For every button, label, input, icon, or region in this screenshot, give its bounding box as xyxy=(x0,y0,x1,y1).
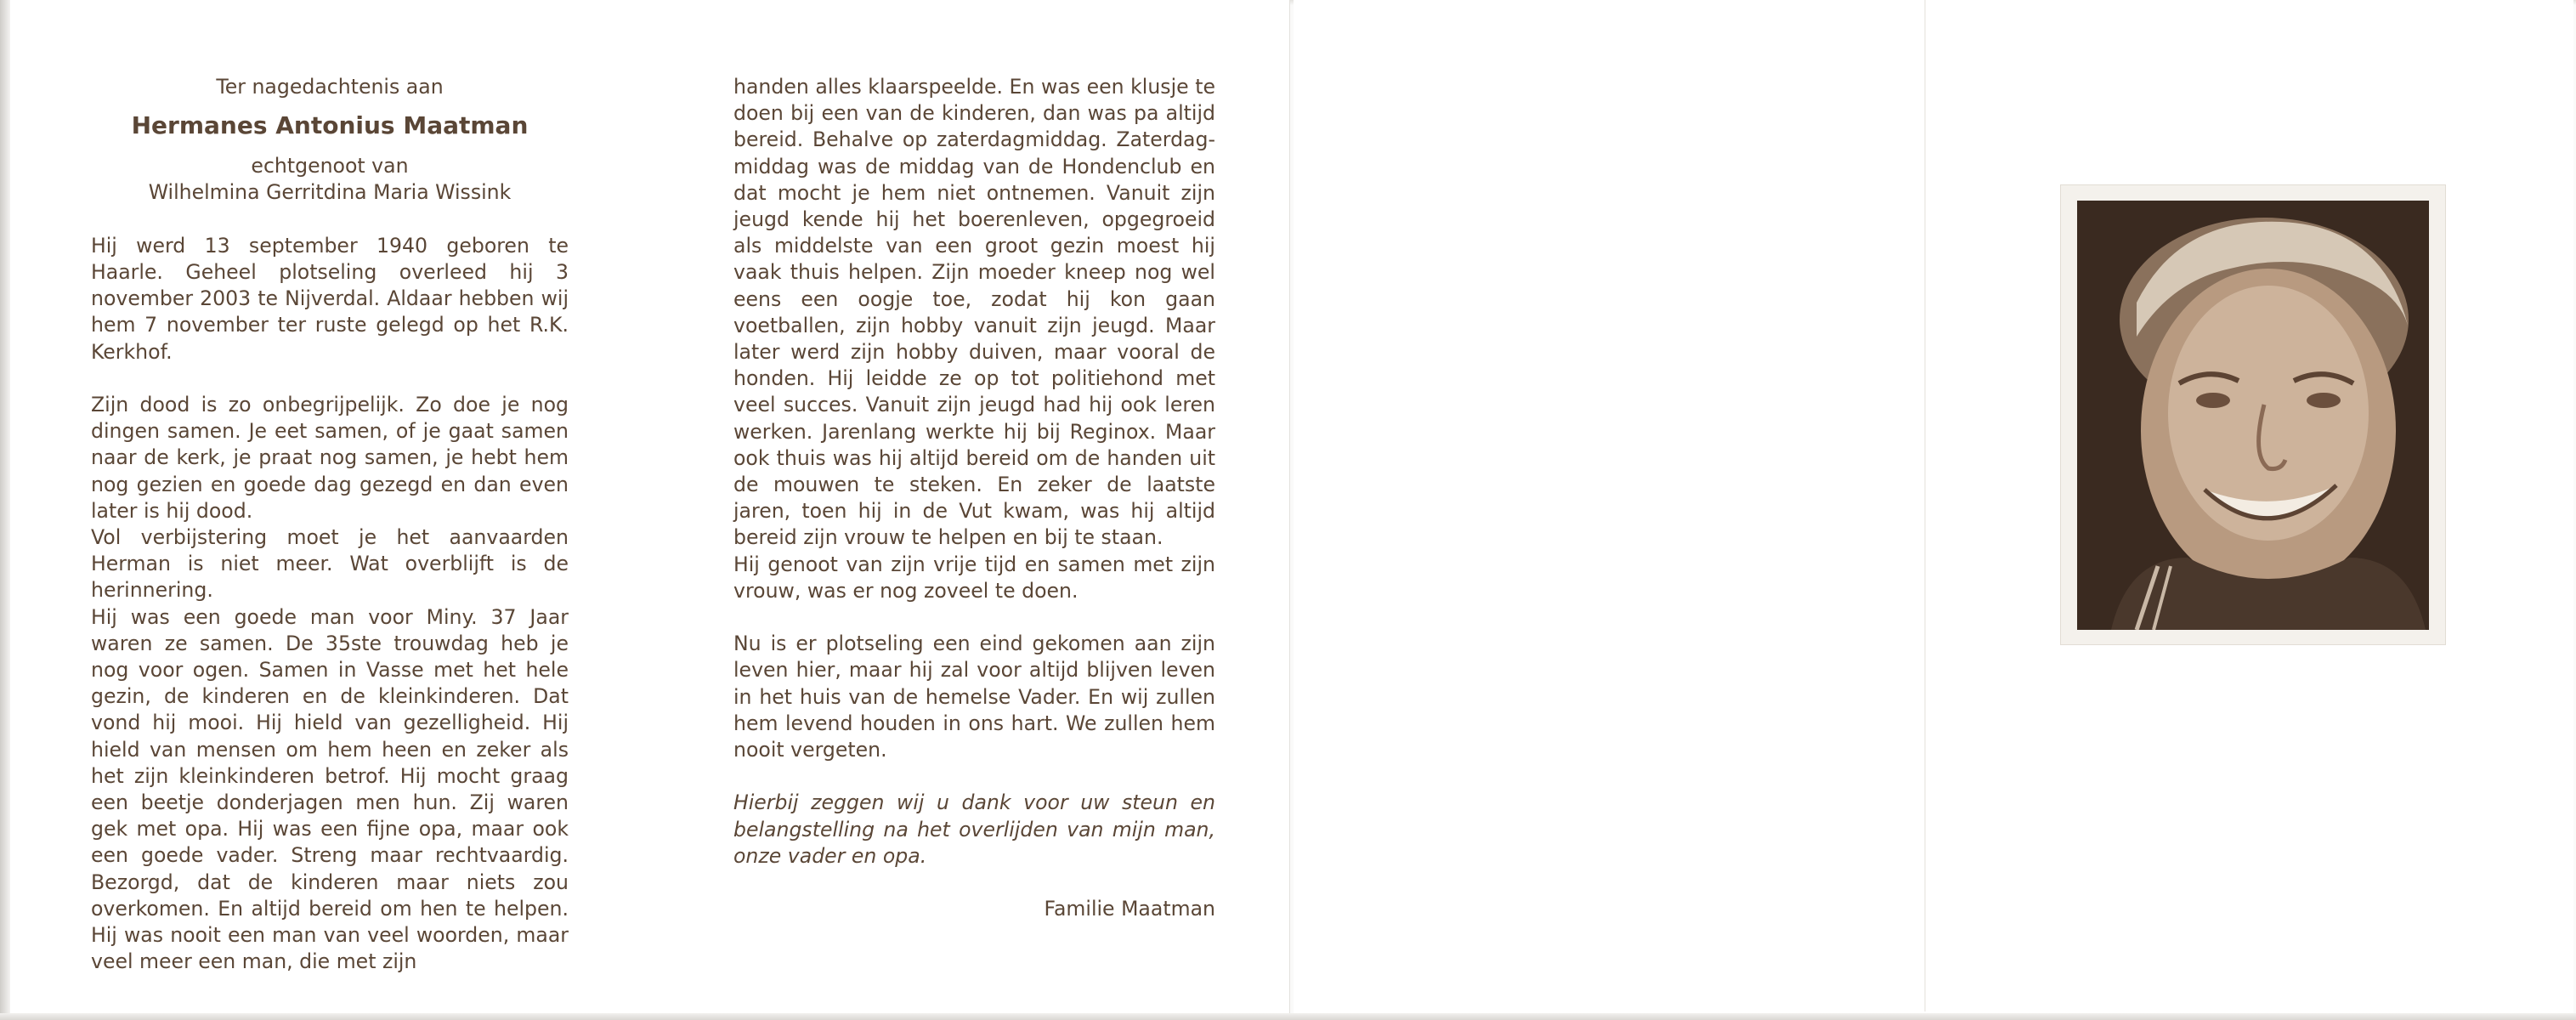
paragraph-heavenly-father: Nu is er plotseling een eind gekomen aan zijn leven hier, maar hij zal voor altijd blijven leven in het huis van de hemelse Vader. En wij zullen hem levend houden in ons hart. We zullen hem nooit vergeten. xyxy=(733,632,1215,762)
paragraph-bewilderment: Vol verbijstering moet je het aanvaarden Herman is niet meer. Wat overblijft is de herinnering. xyxy=(91,525,569,603)
fold-line xyxy=(1924,0,1926,1012)
card-left-edge xyxy=(0,0,10,1020)
text-column-left xyxy=(91,74,569,975)
text-column-right xyxy=(733,74,1215,922)
paragraph-hands: handen alles klaarspeelde. En was een klusje te doen bij een van de kinderen, dan was pa altijd bereid. Behalve op zaterdagmiddag. Zaterdag-middag was de middag van de Hondenclub en dat mocht je hem niet ontnemen. Vanuit zijn jeugd kende hij het boerenleven, opgegroeid als middelste van een groot gezin moest hij vaak thuis helpen. Zijn moeder kneep nog wel eens een oogje toe, zodat hij kon gaan voetballen, zijn hobby vanuit zijn jeugd. Maar later werd zijn hobby duiven, maar vooral de honden. Hij leidde ze op tot politiehond met veel succes. Vanuit zijn jeugd had hij ook leren werken. Jarenlang werkte hij bij Reginox. Maar ook thuis was hij altijd bereid om de handen uit de mouwen te steken. En zeker de laatste jaren, toen hij in de Vut kwam, was hij altijd bereid zijn vrouw te helpen en bij te staan. xyxy=(733,75,1215,550)
memorial-intro: Ter nagedachtenis aan xyxy=(216,75,444,99)
portrait-photo xyxy=(2077,201,2429,630)
spouse-name: Wilhelmina Gerritdina Maria Wissink xyxy=(148,180,512,205)
family-signature: Familie Maatman xyxy=(1044,897,1215,921)
card-bottom-edge xyxy=(0,1013,2576,1020)
paragraph-incomprehensible: Zijn dood is zo onbegrijpelijk. Zo doe je nog dingen samen. Je eet samen, of je gaat samen naar de kerk, je praat nog samen, je hebt hem nog gezien en goede dag gezegd en dan even later is hij dood. xyxy=(91,393,569,523)
paragraph-free-time: Hij genoot van zijn vrije tijd en samen met zijn vrouw, was er nog zoveel te doen. xyxy=(733,552,1215,603)
spouse-intro: echtgenoot van xyxy=(251,154,409,178)
paragraph-thanks: Hierbij zeggen wij u dank voor uw steun en belangstelling na het overlijden van mijn man, onze vader en opa. xyxy=(733,790,1215,868)
portrait-illustration xyxy=(2077,201,2429,630)
portrait-frame xyxy=(2060,184,2446,645)
deceased-name: Hermanes Antonius Maatman xyxy=(131,111,529,140)
paragraph-good-man: Hij was een goede man voor Miny. 37 Jaar waren ze samen. De 35ste trouwdag heb je nog voor ogen. Samen in Vasse met het hele gezin, de kinderen en de kleinkinderen. Dat vond hij mooi. Hij hield van gezelligheid. Hij hield van mensen om hem heen en zeker als het zijn kleinkinderen betrof. Hij mocht graag een beetje donderjagen men hun. Zij waren gek met opa. Hij was een fijne opa, maar ook een goede vader. Streng maar rechtvaardig. Bezorgd, dat de kinderen maar niets zou overkomen. En altijd bereid om hen te helpen. Hij was nooit een man van veel woorden, maar veel meer een man, die met zijn xyxy=(91,604,569,974)
paragraph-birth-death: Hij werd 13 september 1940 geboren te Haarle. Geheel plotseling overleed hij 3 november 2003 te Nijverdal. Aldaar hebben wij hem 7 november ter ruste gelegd op het R.K. Kerkhof. xyxy=(91,233,569,364)
